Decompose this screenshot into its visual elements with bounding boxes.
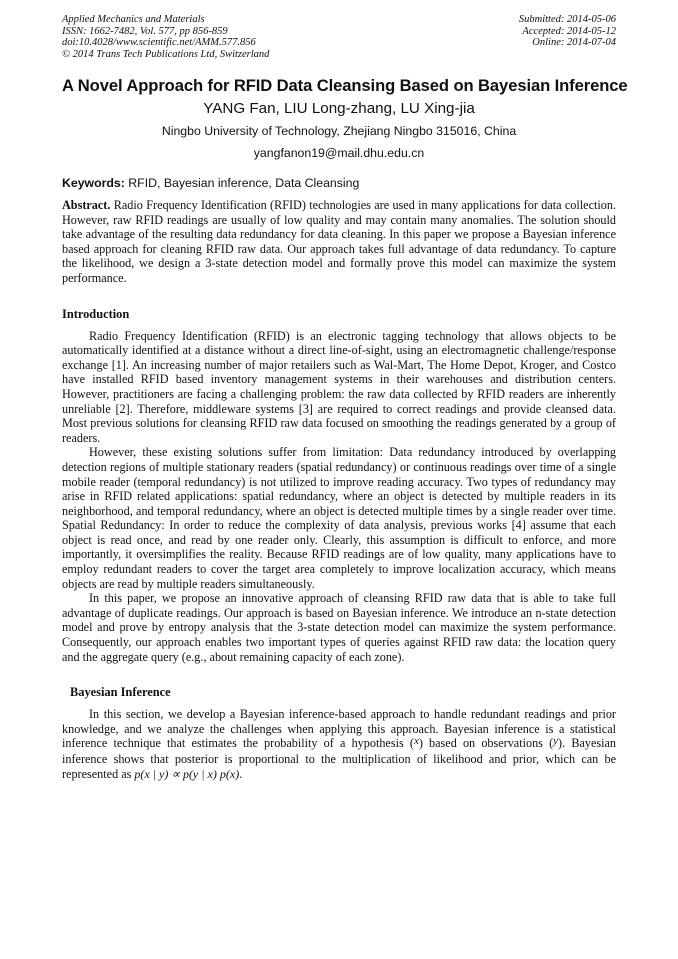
bayesian-paragraph-1 [62,707,616,781]
submission-dates [519,14,616,49]
journal-doi: doi:10.4028/www.scientific.net/AMM.577.856 [62,37,256,49]
intro-paragraph-2: However, these existing solutions suffer from limitation: Data redundancy introduced by overlapping detection regions of multiple stationary readers (spatial redundancy) or continuous readings over time of a single mobile reader (temporal redundancy) is not utilized to improve reading accuracy. Two types of redundancy may arise in RFID related applications: spatial redundancy, where an object is detected by multiple readers in its neighborhood, and temporal redundancy, where an object is detected multiple times by a single reader over time. Spatial Redundancy: In order to reduce the complexity of data analysis, previous works [4] assume that each object is read once, and read by one reader only. Clearly, this assumption is difficult to enforce, and more importantly, it oversimplifies the reality. Because RFID readings are of low quality, many applications have to employ redundant readers to cover the target area completely to improve localization accuracy, which means objects are read by multiple readers simultaneously. [62,445,616,591]
keywords-label: Keywords: [62,176,125,190]
bayes-text-a: In this section, we develop a Bayesian inference-based approach to handle redundant readings and prior knowledge, and we analyze the challenges when applying this approach. Bayesian inference is a statistical inference technique that estimates the probability of a hypothesis ( [62,707,616,751]
journal-issn: ISSN: 1662-7482, Vol. 577, pp 856-859 [62,25,228,37]
journal-header [62,14,616,66]
journal-info [62,14,269,60]
journal-copyright: © 2014 Trans Tech Publications Ltd, Switzerland [62,48,270,60]
bayes-text-c: ). Bayesian inference shows that posterior is proportional to the multiplication of likelihood and prior, which can be represented as [62,736,616,781]
author-email[interactable]: yangfanon19@mail.dhu.edu.cn [253,146,425,160]
abstract-label: Abstract. [62,198,111,212]
author-affiliation: Ningbo University of Technology, Zhejiang Ningbo 315016, China [161,124,517,138]
keywords-text: RFID, Bayesian inference, Data Cleansing [128,176,360,190]
paper-title: A Novel Approach for RFID Data Cleansing Based on Bayesian Inference [62,76,628,95]
bayes-formula: p(x | y) ∝ p(y | x) p(x) [134,766,240,781]
paper-page [62,14,628,781]
keywords [62,176,616,190]
intro-paragraph-3: In this paper, we propose an innovative approach of cleansing RFID raw data that is able to take full advantage of duplicate readings. Our approach is based on Bayesian inference. We introduce an n-state detection model and prove by entropy analysis that the 3-state detection model can maximize the system performance. Consequently, our approach enables two important types of queries against RFID raw data: the location query and the aggregate query (e.g., about remaining capacity of each zone). [62,591,616,664]
intro-paragraph-1: Radio Frequency Identification (RFID) is an electronic tagging technology that allows objects to be automatically identified at a distance without a direct line-of-sight, using an electromagnetic challenge/response exchange [1]. An increasing number of major retailers such as Wal-Mart, The Home Depot, Kroger, and Costco have installed RFID based inventory management systems in their warehouses and distribution centers. However, practitioners are facing a challenging problem: the raw data collected by RFID readers are inherently unreliable [2]. Therefore, middleware systems [3] are required to correct readings and provide cleansed data. Most previous solutions for cleansing RFID raw data focused on smoothing the readings generated by a group of readers. [62,328,616,445]
bayesian-heading: Bayesian Inference [70,685,171,700]
accepted-date: Accepted: 2014-05-12 [522,25,616,37]
bayes-end: . [239,766,243,781]
introduction-heading: Introduction [62,306,130,321]
abstract [62,198,616,286]
var-x: x [413,735,419,748]
abstract-text: Radio Frequency Identification (RFID) technologies are used in many applications for data collection. However, raw RFID readings are usually of low quality and may contain many anomalies. The solution should take advantage of the resulting data redundancy for data cleaning. In this paper we propose a Bayesian inference based approach for cleaning RFID raw data. Our approach takes full advantage of data redundancy. To capture the likelihood, we design a 3-state detection model and formally prove this model can maximize the system performance. [62,198,616,285]
submitted-date: Submitted: 2014-05-06 [518,14,616,25]
var-y: y [553,735,559,748]
online-date: Online: 2014-07-04 [532,37,616,49]
paper-authors: YANG Fan, LIU Long-zhang, LU Xing-jia [203,100,475,117]
bayes-text-b: ) based on observations ( [418,736,554,751]
journal-name: Applied Mechanics and Materials [62,14,205,25]
